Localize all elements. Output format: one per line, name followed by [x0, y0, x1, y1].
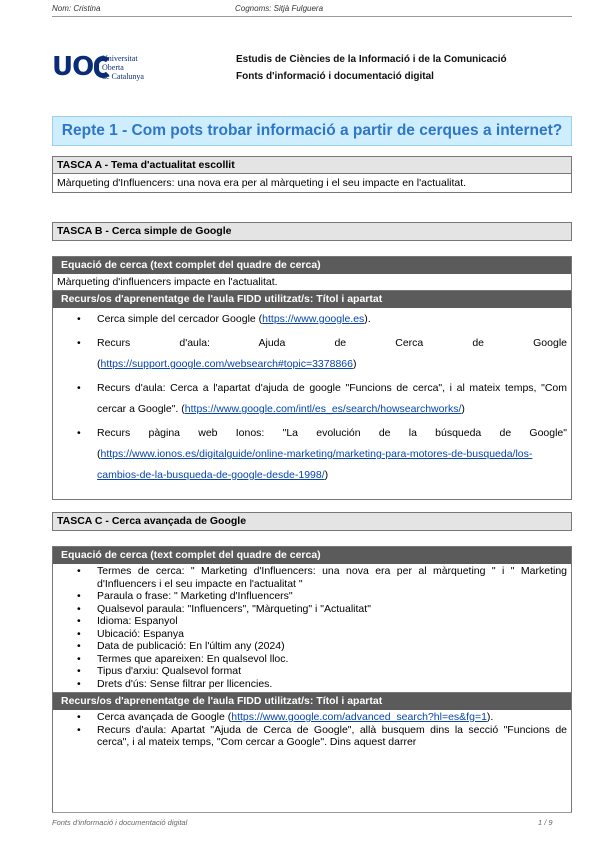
task-c-title: TASCA C - Cerca avançada de Google	[53, 513, 571, 530]
task-c-equation-header: Equació de cerca (text complet del quadre de cerca)	[53, 547, 571, 564]
student-name: Nom: Cristina	[52, 4, 101, 13]
list-item: • Recurs d'aula: Ajuda de Cerca de Google (https://support.google.com/websearch#topic=3378866)	[53, 333, 571, 375]
repte-title: Repte 1 - Com pots trobar informació a partir de cerques a internet?	[61, 122, 563, 139]
list-item: • Drets d'ús: Sense filtrar per llicencies.	[53, 678, 571, 691]
list-item: • Recurs pàgina web Ionos: "La evolución de la búsqueda de Google" (https://www.ionos.es/digitalguide/online-marketing/marketing-para-motores-de-busqueda/los-cambios-de-la-busqueda-de-google-desde-1998/)	[53, 423, 571, 486]
list-item: • Qualsevol paraula: "Influencers", "Màrqueting" i "Actualitat"	[53, 603, 571, 616]
list-item: • Termes que apareixen: En qualsevol lloc.	[53, 653, 571, 666]
footer-page-number: 1 / 9	[538, 818, 553, 827]
task-c-box	[52, 512, 572, 531]
task-b-resources-header: Recurs/os d'aprenentatge de l'aula FIDD utilitzat/s: Títol i apartat	[53, 291, 571, 308]
advanced-search-link[interactable]: https://www.google.com/advanced_search?hl=es&fg=1	[231, 711, 487, 723]
task-b-resources-list	[53, 308, 571, 486]
task-a-body: Màrqueting d'Influencers: una nova era per al màrqueting i el seu impacte en l'actualitat.	[57, 177, 467, 189]
task-b-box	[52, 222, 572, 241]
course-title: Fonts d'informació i documentació digital	[236, 71, 434, 82]
repte-banner	[52, 116, 572, 146]
list-item: • Tipus d'arxiu: Qualsevol format	[53, 665, 571, 678]
footer-divider	[52, 812, 572, 813]
header-divider	[52, 16, 572, 17]
task-c-resources-header: Recurs/os d'aprenentatge de l'aula FIDD utilitzat/s: Títol i apartat	[53, 693, 571, 710]
uoc-logo-text: Universitat Oberta de Catalunya	[102, 54, 144, 81]
footer-course: Fonts d'informació i documentació digital	[52, 818, 188, 827]
studies-title: Estudis de Ciències de la Informació i de la Comunicació	[236, 54, 507, 65]
howsearchworks-link[interactable]: https://www.google.com/intl/es_es/search/howsearchworks/	[184, 403, 462, 415]
list-item: • Paraula o frase: " Marketing d'Influencers"	[53, 590, 571, 603]
task-a-box	[52, 156, 572, 193]
task-c-resources-list	[53, 710, 571, 749]
support-google-link[interactable]: https://support.google.com/websearch#topic=3378866	[100, 358, 353, 370]
list-item: • Termes de cerca: " Marketing d'Influencers: una nova era per al màrqueting " i " Marketing d'Influencers i el seu impacte en l'actualitat "	[53, 565, 571, 590]
google-link[interactable]: https://www.google.es	[262, 313, 365, 325]
list-item: • Cerca avançada de Google (https://www.google.com/advanced_search?hl=es&fg=1).	[53, 711, 571, 724]
task-b-equation-header: Equació de cerca (text complet del quadre de cerca)	[53, 257, 571, 274]
list-item: • Cerca simple del cercador Google (https://www.google.es).	[53, 309, 571, 330]
task-b-title: TASCA B - Cerca simple de Google	[53, 223, 571, 240]
top-meta	[52, 4, 572, 20]
uoc-logo	[52, 52, 162, 82]
list-item: • Ubicació: Espanya	[53, 628, 571, 641]
task-b-equation-value: Màrqueting d'influencers impacte en l'actualitat.	[53, 274, 571, 291]
list-item: • Idioma: Espanyol	[53, 615, 571, 628]
header-studies	[236, 51, 507, 85]
student-surnames: Cognoms: Sitjà Fulguera	[235, 4, 324, 13]
ionos-link[interactable]: https://www.ionos.es/digitalguide/online-marketing/marketing-para-motores-de-busqueda/los-cambios-de-la-busqueda-de-google-desde-1998/	[97, 448, 533, 481]
uoc-logo-mark: UO	[52, 52, 112, 82]
list-item: • Recurs d'aula: Cerca a l'apartat d'ajuda de google "Funcions de cerca", i al mateix temps, "Com cercar a Google". (https://www.google.com/intl/es_es/search/howsearchworks/)	[53, 378, 571, 420]
list-item: • Data de publicació: En l'últim any (2024)	[53, 640, 571, 653]
task-a-title: TASCA A - Tema d'actualitat escollit	[53, 157, 571, 174]
task-b-table	[52, 256, 572, 500]
task-c-terms-list	[53, 564, 571, 693]
list-item: • Recurs d'aula: Apartat "Ajuda de Cerca de Google", allà busquem dins la secció "Funcions de cerca", i al mateix temps, "Com cercar a Google". Dins aquest darrer	[53, 724, 571, 749]
task-c-table	[52, 546, 572, 812]
